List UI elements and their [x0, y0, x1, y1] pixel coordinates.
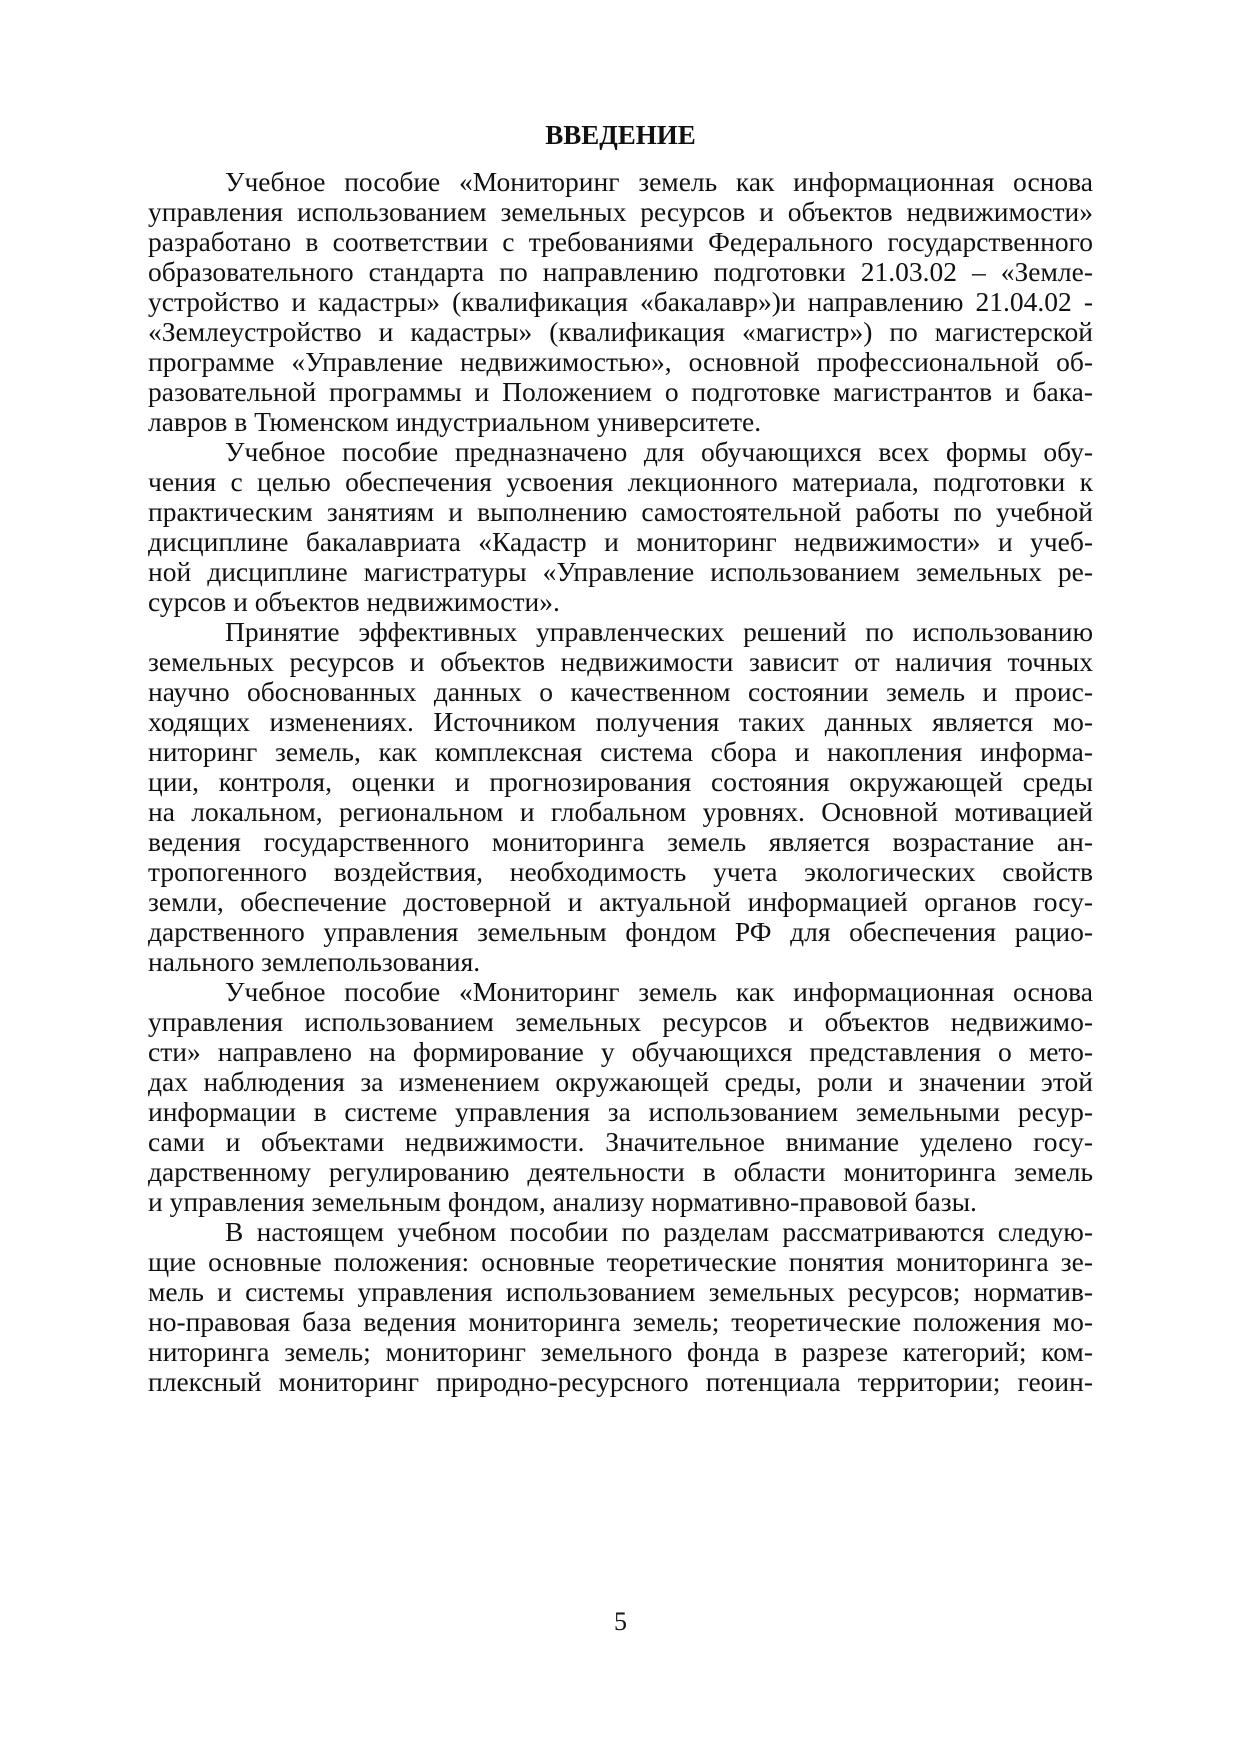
text-line: В настоящем учебном пособии по разделам рассматриваются следую-	[225, 1216, 1093, 1247]
text-line: ведения государственного мониторинга земель является возрастание ан-	[148, 826, 1093, 857]
text-line: тропогенного воздействия, необходимость учета экологических свойств	[148, 856, 1093, 887]
text-line: практическим занятиям и выполнению самостоятельной работы по учебной	[148, 496, 1093, 527]
page-number: 5	[614, 1607, 627, 1636]
text-line: управления использованием земельных ресурсов и объектов недвижимости»	[148, 196, 1093, 227]
text-line: плексный мониторинг природно-ресурсного потенциала территории; геоин-	[148, 1366, 1093, 1397]
text-line: ниторинг земель, как комплексная система сбора и накопления информа-	[148, 736, 1093, 767]
text-line: дах наблюдения за изменением окружающей среды, роли и значении этой	[148, 1066, 1093, 1097]
text-line: информации в системе управления за использованием земельными ресур-	[148, 1096, 1093, 1127]
text-line: Принятие эффективных управленческих решений по использованию	[225, 616, 1093, 647]
text-line: «Землеустройство и кадастры» (квалификация «магистр») по магистерской	[148, 316, 1093, 347]
text-line: сти» направлено на формирование у обучающихся представления о мето-	[148, 1036, 1093, 1067]
text-line: разработано в соответствии с требованиями Федерального государственного	[148, 226, 1093, 257]
text-line: щие основные положения: основные теоретические понятия мониторинга зе-	[148, 1246, 1093, 1277]
text-line: Учебное пособие «Мониторинг земель как информационная основа	[225, 976, 1093, 1007]
text-line: дарственного управления земельным фондом РФ для обеспечения рацио-	[148, 916, 1093, 947]
text-line: научно обоснованных данных о качественном состоянии земель и проис-	[148, 676, 1093, 707]
text-line: дарственному регулированию деятельности в области мониторинга земель	[148, 1156, 1093, 1187]
text-line: мель и системы управления использованием земельных ресурсов; норматив-	[148, 1276, 1093, 1307]
text-line: сурсов и объектов недвижимости».	[148, 586, 560, 617]
text-line: но-правовая база ведения мониторинга земель; теоретические положения мо-	[148, 1306, 1093, 1337]
text-line: управления использованием земельных ресурсов и объектов недвижимо-	[148, 1006, 1093, 1037]
text-line: ниторинга земель; мониторинг земельного фонда в разрезе категорий; ком-	[148, 1336, 1093, 1367]
text-line: ции, контроля, оценки и прогнозирования состояния окружающей среды	[148, 766, 1093, 797]
text-line: земельных ресурсов и объектов недвижимости зависит от наличия точных	[148, 646, 1093, 677]
text-line: ходящих изменениях. Источником получения таких данных является мо-	[148, 706, 1093, 737]
text-line: на локальном, региональном и глобальном уровнях. Основной мотивацией	[148, 796, 1093, 827]
text-line: Учебное пособие «Мониторинг земель как информационная основа	[225, 166, 1093, 197]
text-line: лавров в Тюменском индустриальном университете.	[148, 406, 762, 437]
page-title: ВВЕДЕНИЕ	[545, 120, 696, 150]
text-line: чения с целью обеспечения усвоения лекционного материала, подготовки к	[148, 466, 1093, 497]
text-line: и управления земельным фондом, анализу нормативно-правовой базы.	[148, 1186, 977, 1217]
text-line: земли, обеспечение достоверной и актуальной информацией органов госу-	[148, 886, 1093, 917]
text-line: образовательного стандарта по направлению подготовки 21.03.02 – «Земле-	[148, 256, 1093, 287]
text-line: разовательной программы и Положением о подготовке магистрантов и бака-	[148, 376, 1093, 407]
text-line: ной дисциплине магистратуры «Управление использованием земельных ре-	[148, 556, 1093, 587]
text-line: устройство и кадастры» (квалификация «бакалавр»)и направлению 21.04.02 -	[148, 286, 1093, 317]
text-line: Учебное пособие предназначено для обучающихся всех формы обу-	[225, 436, 1093, 467]
text-line: сами и объектами недвижимости. Значительное внимание уделено госу-	[148, 1126, 1093, 1157]
text-line: дисциплине бакалавриата «Кадастр и мониторинг недвижимости» и учеб-	[148, 526, 1093, 557]
text-line: программе «Управление недвижимостью», основной профессиональной об-	[148, 346, 1093, 377]
text-line: нального землепользования.	[148, 946, 481, 977]
